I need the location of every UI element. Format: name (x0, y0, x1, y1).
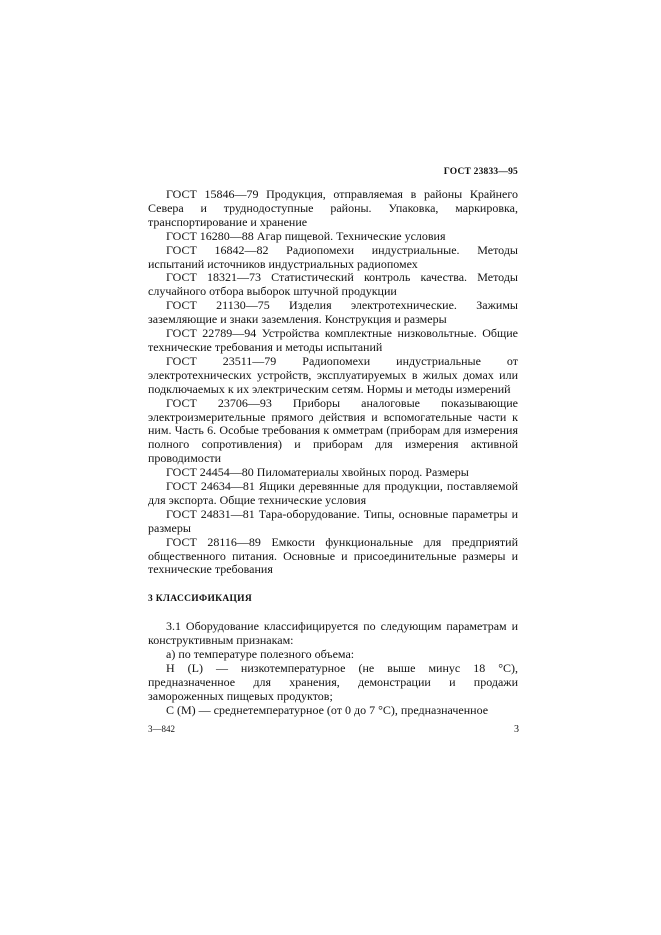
section-paragraph: 3.1 Оборудование классифицируется по следующим параметрам и конструктивным признакам: (148, 619, 518, 648)
reference-entry: ГОСТ 24454—80 Пиломатериалы хвойных пород. Размеры (166, 465, 469, 480)
reference-entry: ГОСТ 22789—94 Устройства комплектные низковольтные. Общие технические требования и методы испытаний (148, 326, 518, 354)
reference-entry: ГОСТ 16280—88 Агар пищевой. Технические условия (166, 228, 446, 243)
reference-entry: ГОСТ 18321—73 Статистический контроль качества. Методы случайного отбора выборок штучной продукции (148, 270, 518, 299)
running-header: ГОСТ 23833—95 (443, 167, 518, 177)
reference-entry: ГОСТ 28116—89 Емкости функциональные для предприятий общественного питания. Основные и присоединительные размеры и технические требования (148, 534, 518, 577)
section-title: 3 КЛАССИФИКАЦИЯ (148, 594, 253, 605)
reference-entry: ГОСТ 24831—81 Тара-оборудование. Типы, основные параметры и размеры (148, 506, 518, 535)
page-number: 3 (514, 724, 519, 735)
reference-entry: ГОСТ 24634—81 Ящики деревянные для продукции, поставляемой для экспорта. Общие технические условия (148, 479, 518, 507)
reference-entry: ГОСТ 21130—75 Изделия электротехнические. Зажимы заземляющие и знаки заземления. Конструкция и размеры (148, 298, 518, 327)
references-list (148, 188, 518, 577)
reference-entry: ГОСТ 23511—79 Радиопомехи индустриальные от электротехнических устройств, эксплуатируемых в жилых домах или подключаемых к их электрическим сетям. Нормы и методы измерений (148, 353, 518, 396)
section-paragraph: Н (L) — низкотемпературное (не выше минус 18 °С), предназначенное для хранения, демонстрации и продажи замороженных пищевых продуктов; (148, 661, 518, 703)
reference-entry: ГОСТ 23706—93 Приборы аналоговые показывающие электроизмерительные прямого действия и вспомогательные части к ним. Часть 6. Особые требования к омметрам (приборам для измерения полного сопротивления) и приборам для измерения активной проводимости (148, 395, 518, 466)
section-body (148, 620, 518, 717)
section-paragraph: С (М) — среднетемпературное (от 0 до 7 °С), предназначенное (166, 702, 489, 717)
reference-entry: ГОСТ 15846—79 Продукция, отправляемая в районы Крайнего Севера и труднодоступные районы. Упаковка, маркировка, транспортирование и хранение (148, 187, 518, 229)
body-text (148, 188, 518, 718)
print-code: 3—842 (148, 724, 175, 734)
section-paragraph: а) по температуре полезного объема: (166, 647, 355, 662)
reference-entry: ГОСТ 16842—82 Радиопомехи индустриальные. Методы испытаний источников индустриальных радиопомех (148, 242, 518, 271)
